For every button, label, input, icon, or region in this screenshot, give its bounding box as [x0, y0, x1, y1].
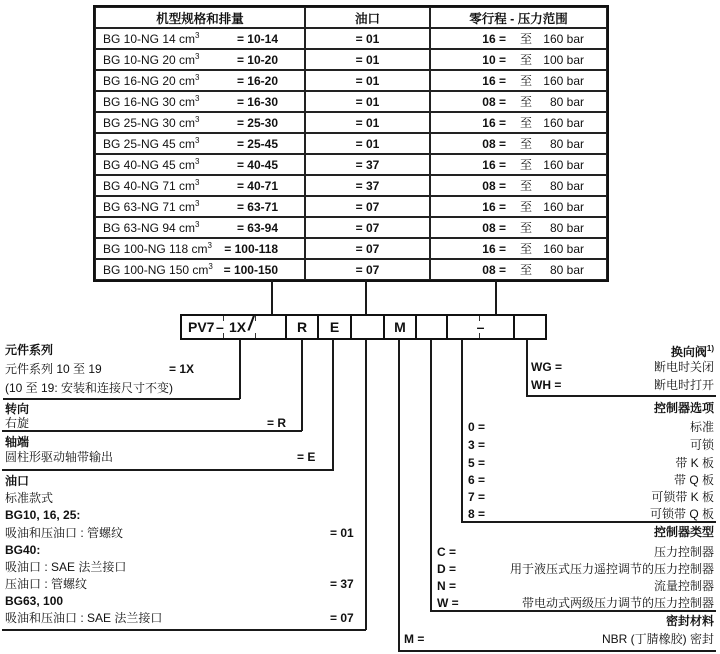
model-code: = 10-20 — [236, 52, 278, 67]
code-box-valve — [513, 314, 547, 340]
seal-row-code: M = — [404, 632, 425, 646]
pressure-range: 160 bar — [543, 115, 584, 130]
series-note: (10 至 19: 安装和连接尺寸不变) — [5, 381, 174, 395]
bracket-valve-h — [526, 395, 716, 397]
controller-type-code: C = — [437, 545, 457, 559]
model-code: = 100-150 — [223, 262, 278, 277]
controller-type-label: 带电动式两级压力调节的压力控制器 — [521, 596, 714, 610]
model-name: BG 63-NG 94 $cm^3$ — [103, 220, 200, 235]
controller-option-label: 标准 — [689, 420, 714, 434]
shaft-row-label: 圆柱形驱动轴带输出 — [5, 450, 114, 464]
series-row-label: 元件系列 10 至 19 — [5, 362, 102, 376]
controller-type-code: D = — [437, 562, 457, 576]
code-dash1: – — [216, 319, 224, 335]
to-label: 至 — [519, 200, 532, 214]
bracket-seal-v — [398, 340, 400, 651]
code-seal: M — [394, 319, 406, 335]
pressure-range: 100 bar — [543, 52, 584, 67]
model-code: = 25-45 — [236, 136, 278, 151]
bracket-controller-type-v — [430, 340, 432, 612]
model-name: BG 16-NG 30 $cm^3$ — [103, 94, 200, 109]
controller-option-code: 0 = — [468, 420, 486, 434]
bracket-controller-type-h — [430, 610, 716, 612]
pressure-code: 16 = — [482, 199, 506, 214]
ports-subtitle: 标准款式 — [5, 491, 54, 505]
model-name: BG 16-NG 20 $cm^3$ — [103, 73, 200, 88]
table-row — [95, 112, 607, 133]
table-row — [95, 238, 607, 259]
pressure-range: 80 bar — [549, 220, 584, 235]
table-row — [95, 49, 607, 70]
code-box-shaft — [317, 314, 352, 340]
header-model: 机型规格和排量 — [95, 7, 305, 28]
model-name: BG 10-NG 14 $cm^3$ — [103, 31, 200, 46]
series-block-title: 元件系列 — [5, 343, 54, 357]
to-label: 至 — [519, 263, 532, 277]
field-divider-tick — [255, 333, 256, 338]
ports-group3-label: 吸油和压油口 : SAE 法兰接口 — [5, 611, 163, 625]
controller-option-code: 7 = — [468, 490, 486, 504]
port-code: = 01 — [355, 73, 380, 88]
table-row — [95, 154, 607, 175]
header-pressure: 零行程 - 压力范围 — [430, 7, 607, 28]
pressure-code: 08 = — [482, 220, 506, 235]
field-divider-tick — [479, 316, 480, 321]
controller-option-code: 8 = — [468, 507, 486, 521]
to-label: 至 — [519, 74, 532, 88]
to-label: 至 — [519, 32, 532, 46]
model-name: BG 63-NG 71 $cm^3$ — [103, 199, 200, 214]
port-code: = 37 — [355, 157, 380, 172]
valve-row-label: 断电时关闭 — [653, 360, 714, 374]
series-row-value: = 1X — [169, 362, 195, 376]
ports-group1-value: = 01 — [330, 526, 354, 540]
ports-group2-value: = 37 — [330, 577, 354, 591]
bracket-rotation-v — [301, 340, 303, 431]
code-prefix: PV7 — [188, 319, 215, 335]
valve-block-title: 换向阀$^{1)}$ — [670, 344, 714, 359]
port-code: = 07 — [355, 199, 380, 214]
pressure-range: 160 bar — [543, 157, 584, 172]
model-name: BG 25-NG 30 $cm^3$ — [103, 115, 200, 130]
controller-option-label: 可锁带 Q 板 — [649, 507, 714, 521]
code-box-option-pressure — [446, 314, 515, 340]
connector-size — [271, 280, 273, 315]
rotation-row-value: = R — [267, 416, 287, 430]
ports-group2-heading: BG40: — [5, 543, 41, 557]
to-label: 至 — [519, 95, 532, 109]
pressure-range: 160 bar — [543, 241, 584, 256]
table-row — [95, 259, 607, 280]
pressure-range: 80 bar — [549, 178, 584, 193]
to-label: 至 — [519, 158, 532, 172]
code-box-seal — [383, 314, 417, 340]
port-code: = 07 — [355, 241, 380, 256]
header-port: 油口 — [305, 7, 430, 28]
controller-options-title: 控制器选项 — [653, 401, 714, 415]
pressure-code: 16 = — [482, 157, 506, 172]
model-name: BG 100-NG 150 $cm^3$ — [103, 262, 213, 277]
port-code: = 37 — [355, 178, 380, 193]
bracket-ports-h — [2, 629, 366, 631]
code-box-controller-type — [415, 314, 448, 340]
model-name: BG 40-NG 71 $cm^3$ — [103, 178, 200, 193]
port-code: = 07 — [355, 262, 380, 277]
field-divider-tick — [255, 316, 256, 321]
controller-option-label: 带 Q 板 — [673, 473, 714, 487]
table-row — [95, 70, 607, 91]
pressure-range: 80 bar — [549, 262, 584, 277]
code-rotation: R — [296, 319, 308, 335]
model-name: BG 100-NG 118 $cm^3$ — [103, 241, 212, 256]
code-box-prefix — [180, 314, 287, 340]
ports-group1-label: 吸油和压油口 : 管螺纹 — [5, 526, 124, 540]
pressure-range: 160 bar — [543, 31, 584, 46]
valve-row-code: WH = — [531, 378, 562, 392]
code-shaft: E — [329, 319, 340, 335]
seal-block-title: 密封材料 — [665, 614, 714, 628]
pressure-range: 160 bar — [543, 199, 584, 214]
pressure-code: 16 = — [482, 31, 506, 46]
field-divider-tick — [479, 333, 480, 338]
model-code: = 100-118 — [224, 241, 278, 256]
controller-type-label: 压力控制器 — [653, 545, 714, 559]
pressure-code: 16 = — [482, 241, 506, 256]
code-dash2: – — [476, 319, 485, 335]
pressure-range: 160 bar — [543, 73, 584, 88]
bracket-shaft-v — [332, 340, 334, 470]
ports-group2-label2: 压油口 : 管螺纹 — [5, 577, 88, 591]
bracket-series-v — [239, 340, 241, 399]
connector-pressure — [495, 280, 497, 315]
model-code: = 63-71 — [236, 199, 278, 214]
bracket-ports-v — [365, 340, 367, 630]
model-name: BG 40-NG 45 $cm^3$ — [103, 157, 200, 172]
ports-block-title: 油口 — [5, 474, 30, 488]
model-name: BG 25-NG 45 $cm^3$ — [103, 136, 200, 151]
model-code: = 40-71 — [236, 178, 278, 193]
port-code: = 07 — [355, 220, 380, 235]
to-label: 至 — [519, 242, 532, 256]
port-code: = 01 — [355, 115, 380, 130]
field-divider-tick — [223, 316, 224, 321]
controller-type-code: W = — [437, 596, 459, 610]
pressure-code: 10 = — [482, 52, 506, 67]
model-code: = 10-14 — [236, 31, 278, 46]
bracket-series-h — [3, 398, 240, 400]
ports-group1-heading: BG10, 16, 25: — [5, 508, 81, 522]
controller-type-code: N = — [437, 579, 457, 593]
ports-group2-label1: 吸油口 : SAE 法兰接口 — [5, 560, 127, 574]
table-header-row — [95, 7, 607, 28]
pressure-range: 80 bar — [549, 94, 584, 109]
field-divider-tick — [223, 333, 224, 338]
to-label: 至 — [519, 179, 532, 193]
port-code: = 01 — [355, 136, 380, 151]
table-row — [95, 28, 607, 49]
table-row — [95, 217, 607, 238]
bracket-controller-option-h — [461, 521, 716, 523]
table-row — [95, 133, 607, 154]
pressure-code: 08 = — [482, 178, 506, 193]
pressure-range: 80 bar — [549, 136, 584, 151]
controller-type-label: 流量控制器 — [653, 579, 714, 593]
shaft-block-title: 轴端 — [5, 435, 30, 449]
to-label: 至 — [519, 221, 532, 235]
code-slash: / — [248, 314, 254, 335]
to-label: 至 — [519, 53, 532, 67]
ports-group3-value: = 07 — [330, 611, 354, 625]
port-code: = 01 — [355, 52, 380, 67]
valve-row-code: WG = — [531, 360, 563, 374]
table-row — [95, 91, 607, 112]
valve-row-label: 断电时打开 — [653, 378, 714, 392]
pressure-code: 08 = — [482, 94, 506, 109]
pressure-code: 16 = — [482, 73, 506, 88]
code-series: 1X — [229, 319, 247, 335]
bracket-seal-h — [398, 650, 716, 652]
controller-option-label: 带 K 板 — [675, 456, 714, 470]
controller-option-label: 可锁 — [689, 438, 714, 452]
code-box-port — [350, 314, 385, 340]
ports-group3-heading: BG63, 100 — [5, 594, 64, 608]
bracket-controller-option-v — [461, 340, 463, 522]
controller-type-title: 控制器类型 — [653, 525, 714, 539]
model-code: = 40-45 — [236, 157, 278, 172]
table-row — [95, 175, 607, 196]
pressure-code: 08 = — [482, 262, 506, 277]
model-code-table — [93, 5, 609, 282]
bracket-shaft-h — [2, 469, 334, 471]
model-code: = 25-30 — [236, 115, 278, 130]
bracket-valve-v — [526, 340, 528, 396]
shaft-row-value: = E — [297, 450, 316, 464]
controller-option-code: 3 = — [468, 438, 486, 452]
rotation-block-title: 转向 — [5, 402, 30, 416]
to-label: 至 — [519, 116, 532, 130]
rotation-row-label: 右旋 — [5, 416, 30, 430]
model-name: BG 10-NG 20 $cm^3$ — [103, 52, 200, 67]
to-label: 至 — [519, 137, 532, 151]
controller-option-code: 6 = — [468, 473, 486, 487]
connector-port — [365, 280, 367, 315]
controller-option-code: 5 = — [468, 456, 486, 470]
port-code: = 01 — [355, 94, 380, 109]
code-box-rotation — [285, 314, 319, 340]
model-code: = 63-94 — [236, 220, 278, 235]
model-code: = 16-30 — [236, 94, 278, 109]
model-code: = 16-20 — [236, 73, 278, 88]
pressure-code: 16 = — [482, 115, 506, 130]
port-code: = 01 — [355, 31, 380, 46]
table-row — [95, 196, 607, 217]
controller-option-label: 可锁带 K 板 — [651, 490, 714, 504]
controller-type-label: 用于液压式压力遥控调节的压力控制器 — [509, 562, 714, 576]
footnote-marker: 1) — [706, 344, 714, 353]
seal-row-label: NBR (丁腈橡胶) 密封 — [602, 632, 714, 646]
bracket-rotation-h — [2, 430, 302, 432]
pressure-code: 08 = — [482, 136, 506, 151]
